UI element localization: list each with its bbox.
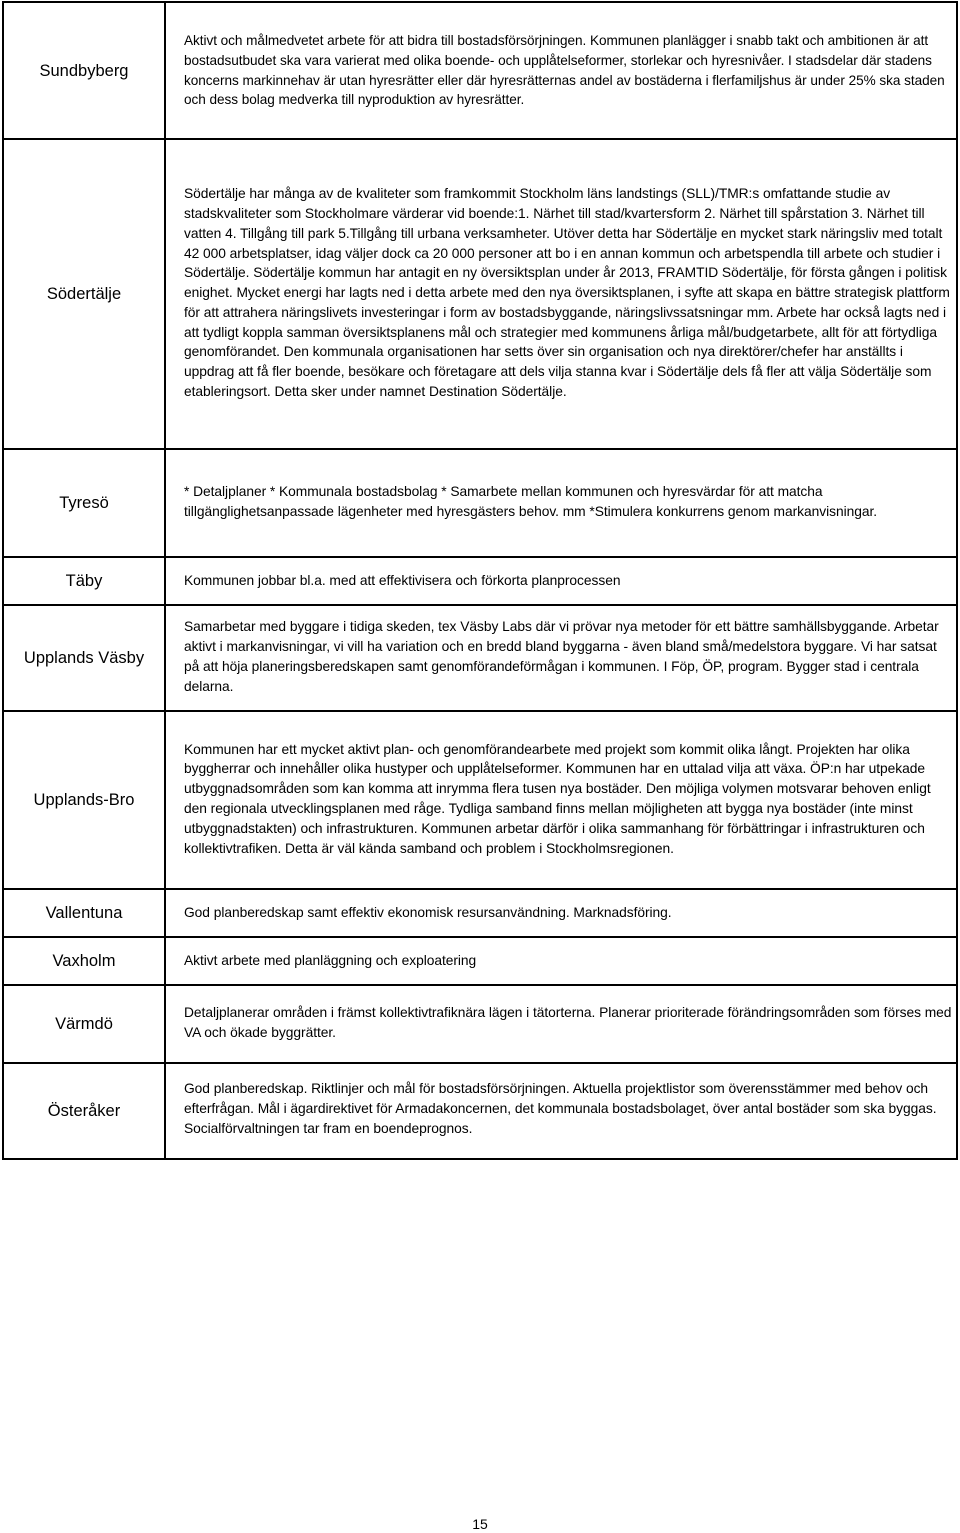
table-row <box>3 605 957 711</box>
municipality-name: Sundbyberg <box>3 2 165 139</box>
table-row <box>3 889 957 937</box>
municipality-name: Vallentuna <box>3 889 165 937</box>
municipality-name: Upplands Väsby <box>3 605 165 711</box>
municipality-description: Kommunen har ett mycket aktivt plan- och genomförandearbete med projekt som kommit olika långt. Projekten har olika byggherrar och innehåller olika hustyper och upplåtelseformer. Kommunen har en uttalad vilja att växa. ÖP:n har utpekade utbyggnadsområden som kan komma att inrymma flera tusen nya bostäder. Den möjliga volymen motsvarar behoven enligt den regionala utvecklingsplanen med råge. Tydliga samband finns mellan möjligheten att bygga nya bostäder (inte minst utbyggnadstakten) och infrastrukturen. Kommunen arbetar därför i olika sammanhang för förbättringar i infrastrukturen och kollektivtrafiken. Detta är väl kända samband och problem i Stockholmsregionen. <box>165 711 957 889</box>
table-row <box>3 1063 957 1159</box>
table-row <box>3 985 957 1063</box>
municipality-name: Värmdö <box>3 985 165 1063</box>
municipality-name: Österåker <box>3 1063 165 1159</box>
table-row <box>3 139 957 449</box>
municipality-description: Aktivt och målmedvetet arbete för att bidra till bostadsförsörjningen. Kommunen planlägger i snabb takt och ambitionen är att bostadsutbudet ska vara varierat med olika boende- och upplåtelseformer, storlekar och hyresnivåer. I stadsdelar där stadens koncerns markinnehav är utan hyresrätter eller där hyresrätternas andel av bostäderna i flerfamiljshus är under 25% ska staden och dess bolag medverka till nyproduktion av hyresrätter. <box>165 2 957 139</box>
municipality-description: Södertälje har många av de kvaliteter som framkommit Stockholm läns landstings (SLL)/TMR:s omfattande studie av stadskvaliteter som Stockholmare värderar vid boende:1. Närhet till stad/kvartersform 2. Närhet till spårstation 3. Närhet till vatten 4. Tillgång till park 5.Tillgång till urbana verksamheter. Utöver detta har Södertälje en mycket stark näringsliv med totalt 42 000 arbetsplatser, idag väljer dock ca 20 000 personer att bo i en annan kommun och arbetspendla till arbete och studier i Södertälje. Södertälje kommun har antagit en ny översiktsplan under år 2013, FRAMTID Södertälje, för första gången i politisk enighet. Mycket energi har lagts ned i detta arbete med den nya översiktsplanen, i syfte att skapa en bättre strategisk plattform för att attrahera näringslivets investeringar i form av bostadsbyggande, näringslivssatsningar mm. Arbete har också lagts ned i att tydligt koppla samman översiktsplanens mål och strategier med kommunens årliga mål/budgetarbete, allt för att förtydliga genomförandet. Den kommunala organisationen har setts över sin organisation och nya direktörer/chefer har anställts i uppdrag att få fler boende, besökare och företagare att dels vilja stanna kvar i Södertälje dels få fler att välja Södertälje som etableringsort. Detta sker under namnet Destination Södertälje. <box>165 139 957 449</box>
municipality-description: Detaljplanerar områden i främst kollektivtrafiknära lägen i tätorterna. Planerar prioriterade förändringsområden som förses med VA och ökade byggrätter. <box>165 985 957 1063</box>
municipality-name: Vaxholm <box>3 937 165 985</box>
municipality-description: Kommunen jobbar bl.a. med att effektivisera och förkorta planprocessen <box>165 557 957 605</box>
municipality-name: Tyresö <box>3 449 165 557</box>
table-row <box>3 711 957 889</box>
table-row <box>3 557 957 605</box>
municipality-description: God planberedskap. Riktlinjer och mål för bostadsförsörjningen. Aktuella projektlistor som överensstämmer med behov och efterfrågan. Mål i ägardirektivet för Armadakoncernen, det kommunala bostadsbolaget, över antal bostäder som ska byggas. Socialförvaltningen tar fram en boendeprognos. <box>165 1063 957 1159</box>
table-row <box>3 937 957 985</box>
table-row <box>3 2 957 139</box>
table-row <box>3 449 957 557</box>
municipality-description: God planberedskap samt effektiv ekonomisk resursanvändning. Marknadsföring. <box>165 889 957 937</box>
municipality-description: Samarbetar med byggare i tidiga skeden, tex Väsby Labs där vi prövar nya metoder för ett bättre samhällsbyggande. Arbetar aktivt i markanvisningar, vi vill ha variation och en bredd bland byggarna - även bland små/medelstora byggare. Vi har satsat på att höja planeringsberedskapen samt genomförandeförmågan i kommunen. I Föp, ÖP, program. Bygger stad i centrala delarna. <box>165 605 957 711</box>
municipality-name: Upplands-Bro <box>3 711 165 889</box>
municipality-description: * Detaljplaner * Kommunala bostadsbolag * Samarbete mellan kommunen och hyresvärdar för att matcha tillgänglighetsanpassade lägenheter med hyresgästers behov. mm *Stimulera konkurrens genom markanvisningar. <box>165 449 957 557</box>
municipality-name: Täby <box>3 557 165 605</box>
page-number: 15 <box>472 1516 488 1532</box>
municipality-name: Södertälje <box>3 139 165 449</box>
municipality-description: Aktivt arbete med planläggning och exploatering <box>165 937 957 985</box>
municipality-table <box>2 1 958 1160</box>
